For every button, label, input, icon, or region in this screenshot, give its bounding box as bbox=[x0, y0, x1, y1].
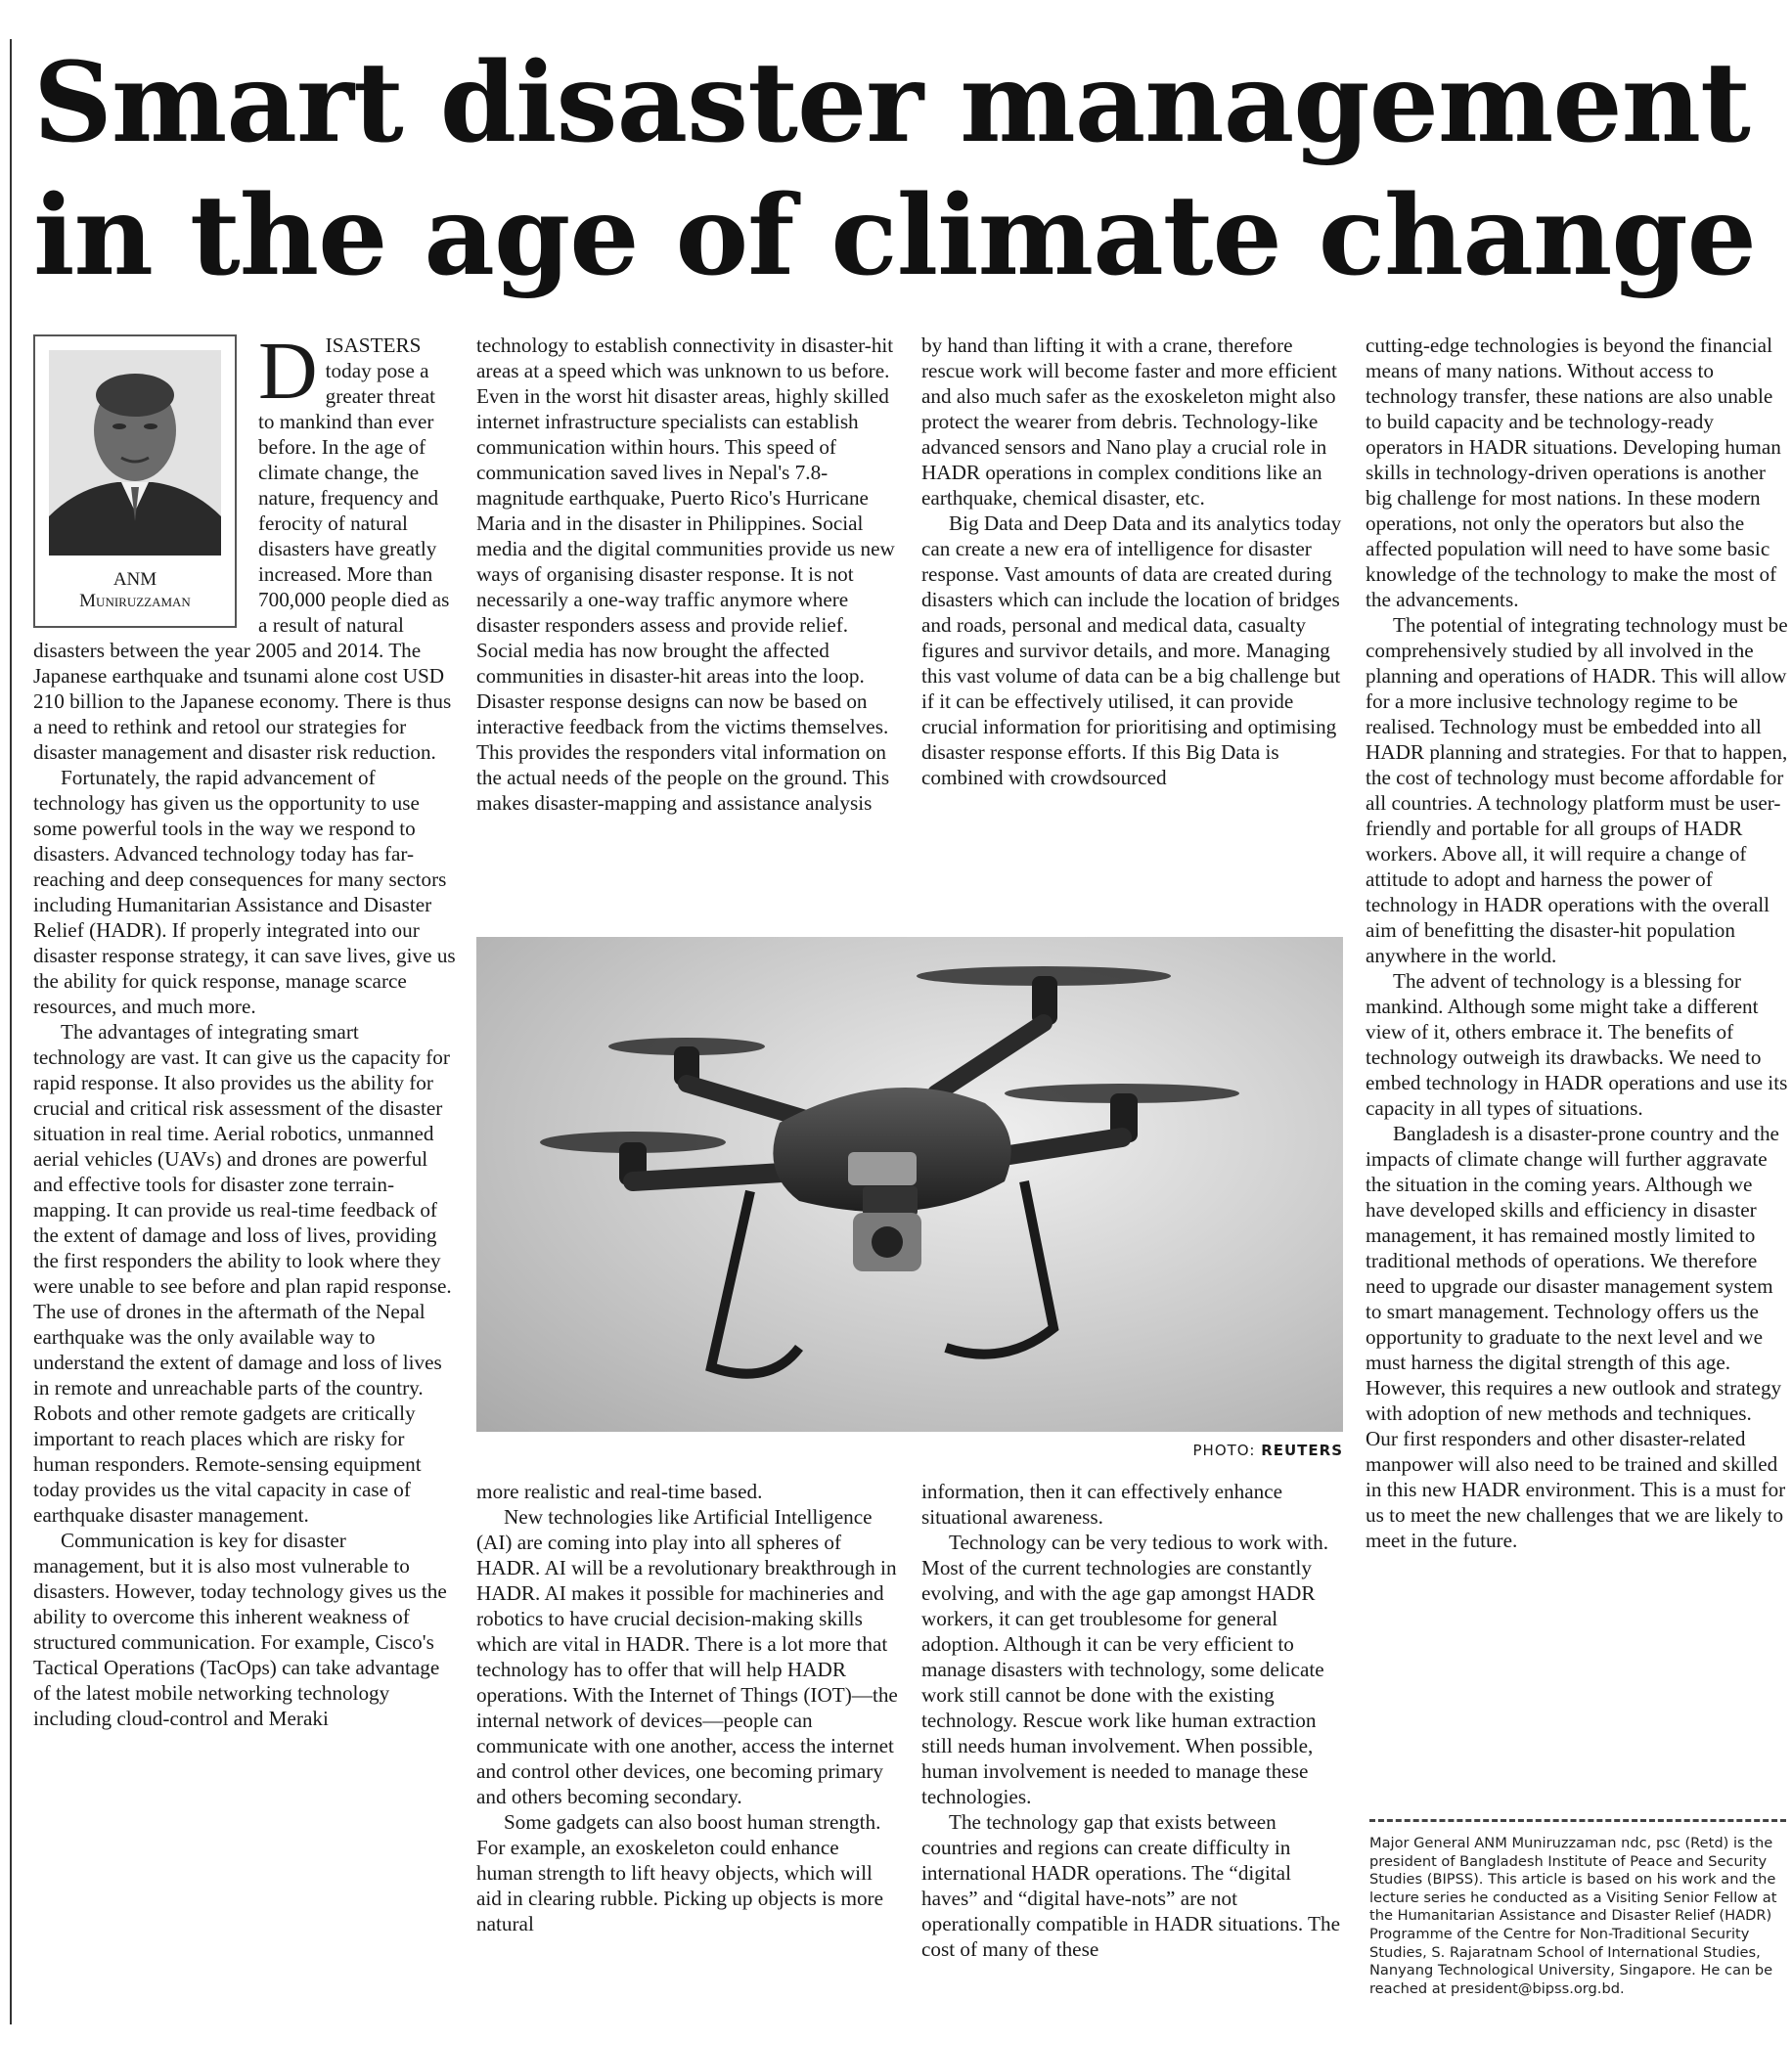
paragraph: The advent of technology is a blessing for mankind. Although some might take a different view of it, others embrace it. The benefits of technology outweigh its drawbacks. We need to embed technology in HADR operations and use its capacity in all types of situations. bbox=[1366, 969, 1788, 1120]
paragraph: more realistic and real-time based. bbox=[476, 1480, 763, 1503]
paragraph: The advantages of integrating smart technology are vast. It can give us the capacity for rapid response. It also provides us the ability for crucial and critical risk assessment of the disaster situation in real time. Aerial robotics, unmanned aerial vehicles (UAVs) and drones are powerful and effective tools for disaster zone terrain-mapping. It can provide us real-time feedback of the extent of damage and loss of lives, providing the first responders the ability to look where they were unable to see before and plan rapid response. The use of drones in the aftermath of the Nepal earthquake was the only available way to understand the extent of damage and loss of lives in remote and unreachable parts of the country. Robots and other remote gadgets are critically important to reach places which are risky for human responders. Remote-sensing equipment today provides us the vital capacity in case of earthquake disaster management. bbox=[33, 1020, 452, 1527]
headline: Smart disaster management in the age of climate change bbox=[33, 39, 1756, 300]
paragraph: The technology gap that exists between countries and regions can create difficulty in international HADR operations. The “digital haves” and “digital have-nots” are not operationally compatible in HADR situations. The cost of many of these bbox=[921, 1810, 1340, 1961]
author-second-line: Muniruzzaman bbox=[79, 591, 191, 611]
author-first-line: ANM bbox=[112, 569, 157, 590]
paragraph: Communication is key for disaster management, but it is also most vulnerable to disasters. However, today technology gives us the ability to overcome this inherent weakness of structured communication. For example, Cisco's Tactical Operations (TacOps) can take advantage of the latest mobile networking technology including cloud-control and Meraki bbox=[33, 1529, 447, 1730]
author-portrait-box bbox=[33, 334, 237, 628]
author-bio: Major General ANM Muniruzzaman ndc, psc (Retd) is the president of Bangladesh Institute of Peace and Security Studies (BIPSS). This article is based on his work and the lecture series he conducted as a Visiting Senior Fellow at the Humanitarian Assistance and Disaster Relief (HADR) Programme of the Centre for Non-Traditional Security Studies, S. Rajaratnam School of International Studies, Nanyang Technological University, Singapore. He can be reached at president@bipss.org.bd. bbox=[1369, 1835, 1777, 1997]
paragraph: Bangladesh is a disaster-prone country and the impacts of climate change will further aggravate the situation in the coming years. Although we have developed skills and efficiency in disaster management, it has remained mostly limited to traditional methods of operations. We therefore need to upgrade our disaster management system to smart management. Technology offers us the opportunity to graduate to the next level and we must harness the digital strength of this age. However, this requires a new outlook and strategy with adoption of new methods and techniques. Our first responders and other disaster-related manpower will also need to be trained and skilled in this new HADR environment. This is a must for us to meet the new challenges that we are likely to meet in the future. bbox=[1366, 1122, 1786, 1552]
article-column-2-continued bbox=[476, 1479, 899, 1936]
photo-credit-source: REUTERS bbox=[1261, 1442, 1343, 1459]
paragraph: New technologies like Artificial Intelligence (AI) are coming into play into all spheres of HADR. AI will be a revolutionary breakthrough in HADR. AI makes it possible for machineries and robotics to have crucial decision-making skills which are vital in HADR. There is a lot more that technology has to offer that will help HADR operations. With the Internet of Things (IOT)—the internal network of devices—people can communicate with one another, access the internet and control other devices, one becoming primary and others becoming secondary. bbox=[476, 1505, 898, 1808]
drone-icon bbox=[476, 937, 1343, 1432]
paragraph-text: ISASTERS today pose a greater threat to mankind than ever before. In the age of climate change, the nature, frequency and ferocity of natural disasters have greatly increased. More than 700,000 people died as a result of natural disasters between the year 2005 and 2014. The Japanese earthquake and tsunami alone cost USD 210 billion to the Japanese economy. There is thus a need to rethink and retool our strategies for disaster management and disaster risk reduction. bbox=[33, 333, 452, 764]
bio-divider bbox=[1369, 1819, 1786, 1822]
dropcap: D bbox=[258, 326, 318, 417]
paragraph: by hand than lifting it with a crane, therefore rescue work will become faster and more efficient and also much safer as the exoskeleton might also protect the wearer from debris. Technology-like advanced sensors and Nano play a crucial role in HADR operations in complex conditions like an earthquake, chemical disaster, etc. bbox=[921, 333, 1337, 510]
paragraph: information, then it can effectively enhance situational awareness. bbox=[921, 1480, 1283, 1529]
paragraph: Fortunately, the rapid advancement of technology has given us the opportunity to use some powerful tools in the way we respond to disasters. Advanced technology today has far-reaching and deep consequences for many sectors including Humanitarian Assistance and Disaster Relief (HADR). If properly integrated into our disaster response strategy, it can save lives, give us the ability for quick response, manage scarce resources, and much more. bbox=[33, 766, 456, 1018]
author-photo bbox=[49, 350, 221, 556]
left-margin-rule bbox=[10, 39, 12, 2024]
drone-photo bbox=[476, 937, 1343, 1432]
article-column-4 bbox=[1366, 333, 1788, 1553]
article-column-3-continued bbox=[921, 1479, 1344, 1962]
paragraph: cutting-edge technologies is beyond the financial means of many nations. Without access to technology transfer, these nations are also unable to build capacity and be technology-ready operators in HADR situations. Developing human skills in technology-driven operations is another big challenge for most nations. In these modern operations, not only the operators but also the affected population will need to have some basic knowledge of the technology to make the most of the advancements. bbox=[1366, 333, 1781, 611]
article-column-3 bbox=[921, 333, 1344, 790]
author-silhouette-icon bbox=[49, 350, 221, 556]
paragraph: The potential of integrating technology must be comprehensively studied by all involved in the planning and operations of HADR. This will allow for a more inclusive technology regime to be realised. Technology must be embedded into all HADR planning and strategies. For that to happen, the cost of technology must become affordable for all countries. A technology platform must be user-friendly and portable for all groups of HADR workers. Above all, it will require a change of attitude to adopt and harness the power of technology in HADR operations with the overall aim of benefitting the disaster-hit population anywhere in the world. bbox=[1366, 613, 1788, 967]
paragraph: technology to establish connectivity in disaster-hit areas at a speed which was unknown to us before. Even in the worst hit disaster areas, highly skilled internet infrastructure specialists can establish communication within hours. This speed of communication saved lives in Nepal's 7.8-magnitude earthquake, Puerto Rico's Hurricane Maria and in the disaster in Philippines. Social media and the digital communities provide us new ways of organising disaster response. It is not necessarily a one-way traffic anymore where disaster responders assess and provide relief. Social media has now brought the affected communities in disaster-hit areas into the loop. Disaster response designs can now be based on interactive feedback from the victims themselves. This provides the responders vital information on the actual needs of the people on the ground. This makes disaster-mapping and assistance analysis bbox=[476, 333, 895, 815]
paragraph: Big Data and Deep Data and its analytics today can create a new era of intelligence for disaster response. Vast amounts of data are created during disasters which can include the location of bridges and roads, personal and medical data, casualty figures and survivor details, and more. Managing this vast volume of data can be a big challenge but if it can be effectively utilised, it can provide crucial information for prioritising and optimising disaster response efforts. If this Big Data is combined with crowdsourced bbox=[921, 511, 1342, 789]
photo-credit bbox=[1135, 1442, 1343, 1459]
article-column-2 bbox=[476, 333, 899, 816]
article-column-1 bbox=[33, 326, 456, 1731]
paragraph: Some gadgets can also boost human strength. For example, an exoskeleton could enhance human strength to lift heavy objects, which will aid in clearing rubble. Picking up objects is more natural bbox=[476, 1810, 884, 1935]
photo-credit-prefix: PHOTO: bbox=[1192, 1442, 1256, 1459]
paragraph: Technology can be very tedious to work with. Most of the current technologies are constantly evolving, and with the age gap amongst HADR workers, it can get troublesome for general adoption. Although it can be very efficient to manage disasters with technology, some delicate work still cannot be done with the existing technology. Rescue work like human extraction still needs human involvement. When possible, human involvement is needed to manage these technologies. bbox=[921, 1531, 1329, 1808]
